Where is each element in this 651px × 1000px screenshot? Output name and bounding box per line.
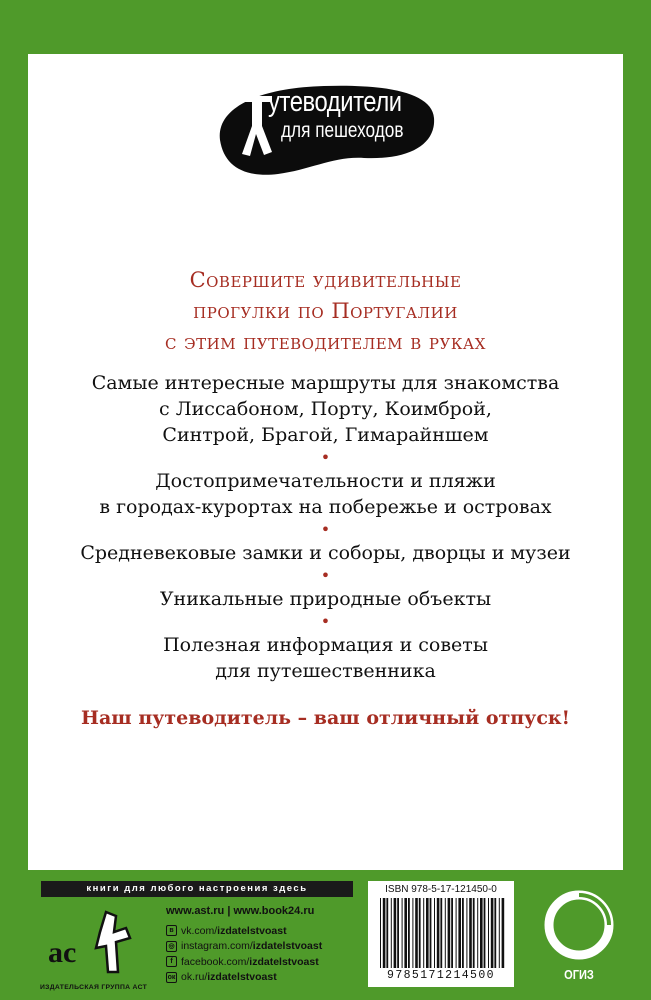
barcode-bar (473, 898, 475, 968)
barcode-bar (386, 898, 388, 968)
barcode-bar (383, 898, 386, 968)
barcode-bar (451, 898, 453, 968)
facebook-icon: f (166, 956, 177, 967)
barcode-bar (499, 898, 500, 968)
slogan: Наш путеводитель – ваш отличный отпуск! (81, 707, 570, 729)
barcode-bar (445, 898, 446, 968)
publisher-tagline: книги для любого настроения здесь (41, 881, 353, 897)
cover-frame-top (0, 0, 651, 54)
headline-line: с этим путеводителем в руках (165, 330, 486, 354)
barcode-bar (469, 898, 472, 968)
series-subtitle: для пешеходов (281, 119, 404, 142)
barcode-bar (437, 898, 440, 968)
series-title: утеводители (268, 86, 402, 118)
barcode-bar (380, 898, 381, 968)
headline-line: прогулки по Португалии (193, 299, 458, 323)
barcode-bar (391, 898, 392, 968)
feature-line: Синтрой, Брагой, Гимарайншем (162, 424, 489, 446)
barcode-bar (430, 898, 432, 968)
bullet-dot: • (320, 448, 331, 467)
bullet-dot: • (320, 612, 331, 631)
isbn-number: ISBN 978-5-17-121450-0 (385, 884, 497, 895)
barcode-bar (480, 898, 483, 968)
social-link-instagram: ◎ instagram.com/ izdatelstvoast (166, 939, 322, 955)
headline (0, 265, 651, 358)
feature-line: Средневековые замки и соборы, дворцы и музеи (80, 542, 571, 564)
headline-line: Совершите удивительные (189, 268, 462, 292)
barcode (378, 898, 506, 968)
barcode-bar (397, 898, 399, 968)
isbn-block (368, 881, 514, 987)
publisher-caption: ИЗДАТЕЛЬСКАЯ ГРУППА АСТ (40, 984, 148, 991)
barcode-bar (394, 898, 397, 968)
barcode-bar (462, 898, 464, 968)
feature-line: Достопримечательности и пляжи (155, 470, 496, 492)
barcode-bar (408, 898, 410, 968)
barcode-bar (488, 898, 489, 968)
barcode-bar (484, 898, 486, 968)
ast-logo (44, 902, 142, 978)
barcode-bar (426, 898, 429, 968)
barcode-bar (415, 898, 418, 968)
social-link-vk: в vk.com/ izdatelstvoast (166, 923, 322, 939)
barcode-bar (404, 898, 407, 968)
barcode-bar (448, 898, 451, 968)
feature-line: Полезная информация и советы (163, 634, 488, 656)
barcode-bar (440, 898, 442, 968)
barcode-bar (419, 898, 421, 968)
social-links (166, 923, 322, 985)
barcode-bar (423, 898, 424, 968)
feature-line: Уникальные природные объекты (159, 588, 492, 610)
bullet-dot: • (320, 520, 331, 539)
feature-line: Самые интересные маршруты для знакомства (91, 372, 560, 394)
feature-line: в городах-курортах на побережье и островах (99, 496, 552, 518)
barcode-bar (456, 898, 457, 968)
barcode-bar (466, 898, 467, 968)
feature-line: для путешественника (215, 660, 436, 682)
barcode-bar (402, 898, 403, 968)
odnoklassniki-icon: ок (167, 973, 176, 981)
barcode-bar (491, 898, 494, 968)
social-link-odnoklassniki: ок ok.ru/ izdatelstvoast (167, 971, 277, 984)
instagram-icon: ◎ (166, 941, 177, 952)
barcode-bar (458, 898, 461, 968)
barcode-bar (434, 898, 435, 968)
barcode-digits: 9785171214500 (387, 969, 495, 982)
social-link-facebook: f facebook.com/ izdatelstvoast (166, 954, 322, 970)
barcode-bar (477, 898, 478, 968)
barcode-bar (502, 898, 505, 968)
vk-icon: в (166, 925, 177, 936)
publisher-websites: www.ast.ru | www.book24.ru (166, 905, 315, 917)
feature-list (0, 370, 651, 684)
svg-text:ac: ac (48, 936, 77, 969)
feature-line: с Лиссабоном, Порту, Коимброй, (159, 398, 492, 420)
imprint-name: ОГИЗ (564, 967, 594, 982)
barcode-bar (412, 898, 413, 968)
barcode-bar (494, 898, 496, 968)
ogiz-logo (542, 888, 616, 962)
bullet-dot: • (320, 566, 331, 585)
